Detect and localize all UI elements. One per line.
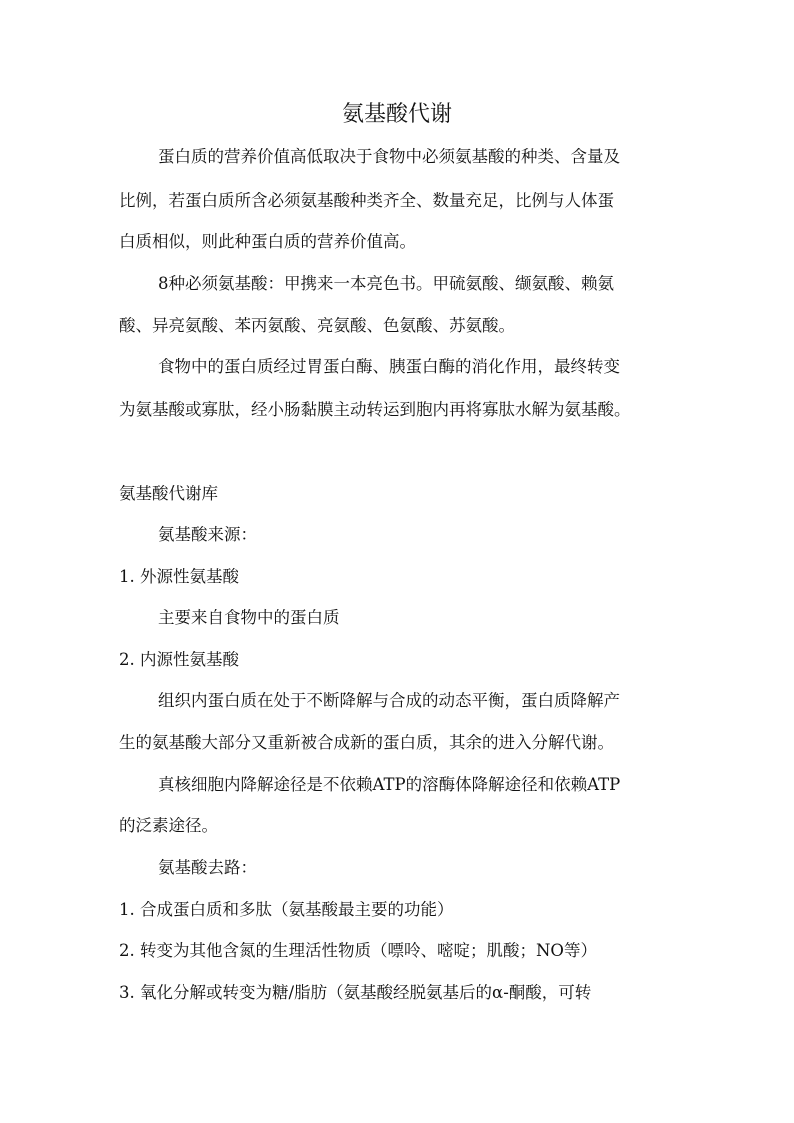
paragraph-line: 主要来自食物中的蛋白质 bbox=[158, 608, 340, 627]
paragraph-line: 比例，若蛋白质所含必须氨基酸种类齐全、数量充足，比例与人体蛋 bbox=[119, 191, 614, 210]
paragraph-line: 食物中的蛋白质经过胃蛋白酶、胰蛋白酶的消化作用，最终转变 bbox=[158, 357, 620, 376]
list-item: 1. 外源性氨基酸 bbox=[119, 567, 239, 586]
paragraph-line: 生的氨基酸大部分又重新被合成新的蛋白质，其余的进入分解代谢。 bbox=[119, 733, 614, 752]
paragraph-line: 蛋白质的营养价值高低取决于食物中必须氨基酸的种类、含量及 bbox=[158, 147, 620, 166]
paragraph-line: 为氨基酸或寡肽，经小肠黏膜主动转运到胞内再将寡肽水解为氨基酸。 bbox=[119, 400, 631, 419]
list-item: 2. 转变为其他含氮的生理活性物质（嘌呤、嘧啶；肌酸；NO等） bbox=[119, 941, 597, 960]
document-title: 氨基酸代谢 bbox=[341, 102, 452, 127]
paragraph-line: 8种必须氨基酸：甲携来一本亮色书。甲硫氨酸、缬氨酸、赖氨 bbox=[158, 274, 614, 293]
paragraph-line: 的泛素途径。 bbox=[119, 816, 218, 835]
list-item: 1. 合成蛋白质和多肽（氨基酸最主要的功能） bbox=[119, 900, 454, 919]
paragraph-line: 酸、异亮氨酸、苯丙氨酸、亮氨酸、色氨酸、苏氨酸。 bbox=[119, 316, 515, 335]
subheading: 氨基酸来源： bbox=[158, 525, 257, 544]
section-heading: 氨基酸代谢库 bbox=[119, 484, 218, 503]
subheading: 氨基酸去路： bbox=[158, 858, 257, 877]
paragraph-line: 组织内蛋白质在处于不断降解与合成的动态平衡，蛋白质降解产 bbox=[158, 691, 620, 710]
list-item: 3. 氧化分解或转变为糖/脂肪（氨基酸经脱氨基后的α-酮酸，可转 bbox=[119, 983, 592, 1002]
paragraph-line: 真核细胞内降解途径是不依赖ATP的溶酶体降解途径和依赖ATP bbox=[158, 775, 621, 794]
list-item: 2. 内源性氨基酸 bbox=[119, 650, 239, 669]
paragraph-line: 白质相似，则此种蛋白质的营养价值高。 bbox=[119, 232, 416, 251]
